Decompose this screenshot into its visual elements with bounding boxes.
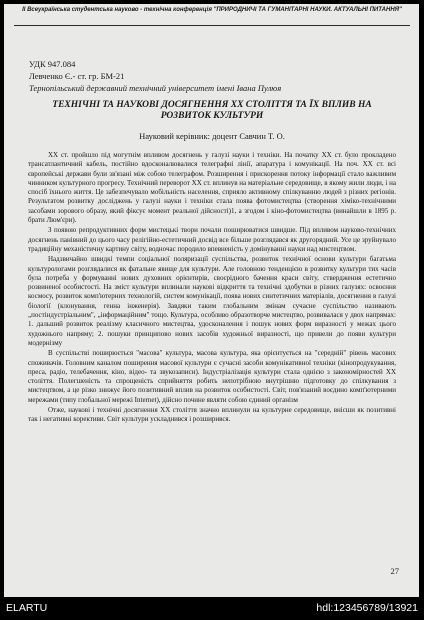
header-divider (14, 25, 410, 26)
body-text (28, 151, 396, 426)
page-number: 27 (390, 566, 399, 576)
author-line: Левченко Є.- ст. гр. БМ-21 (29, 71, 125, 81)
paper-title: ТЕХНІЧНІ ТА НАУКОВІ ДОСЯГНЕННЯ ХХ СТОЛІТТЯ ТА ЇХ ВПЛИВ НА РОЗВИТОК КУЛЬТУРИ (52, 100, 372, 121)
paragraph-4: В суспільстві поширюється "масова" культура, масова культура, яка орієнтується на "середній" рівень масових споживачів. Головним каналом поширення масової культури є сучасні засоби комунікативної техніки (кінопродукування, преса, радіо, телебачення, кіно, відео- та звукозаписи). Індустріалізація культури стала однією з закономірностей ХХ століття. Полегшеність та спрощеність сприйняття робить непотрібною внутрішню підготовку до спілкування з мистецтвом, а це різко знижує його позитивний вплив на розвиток особистості. Світ, пов'язаний воєдино комп'ютерними мережами (типу глобальної мережі Internet), дійсно почине являти собою єдиний організм (28, 349, 396, 404)
document-page (4, 4, 419, 597)
conference-header: II Всеукраїнська студентська науково - технічна конференція "ПРИРОДНИЧІ ТА ГУМАНІТАРНІ НАУКИ. АКТУАЛЬНІ ПИТАННЯ" (22, 7, 402, 13)
supervisor-line: Науковий керівник: доцент Савчин Т. О. (139, 131, 285, 141)
repository-name: ELARTU (6, 602, 48, 614)
conclusion-paragraph: Отже, наукові і технічні досягнення ХХ століття значно вплинули на культурне середовище, внісши як позитивні так і негативні корективи. Світ культури ускладнився і розширився. (28, 406, 396, 424)
affiliation-line: Тернопільський державний технічний університет імені Івана Пулюя (29, 83, 282, 93)
paragraph-1: ХХ ст. пройшло під могутнім впливом досягнень у галузі науки і техніки. На початку ХХ ст. було прокладено трансатлантичний кабель, постійно вдосконалювалися телеграфні лінії, апаратура і комунікації. На поч. ХХ ст. всі європейські держави були зв'язані між собою телеграфом. Розширення і прискорення потоку інформації стало важливим чинником культурного прогресу. Технічний переворот ХХ ст. вплинув на матеріальне середовище, в якому жили люди, і на спосіб їхнього життя. Це забезпечувало мобільність населення, сприяло активному спілкуванню людей з різних регіонів. Результатом розвитку досліджень у галузі науки і техніки стала поява фотомистецтва (створення хіміко-технічними засобами зорового образу, який фіксує момент реальної дійсності)1, а згодом і кіно-фотомистецтва (винайшли в 1895 р. брати Люм'єри). (28, 151, 396, 225)
paragraph-3: Надзвичайно швидкі темпи соціальної поляризації суспільства, розвиток технічної основи культури багатьма культурологами розглядалися як фатальне явище для культури. Але головною тенденцією в розвитку культури тих часів була потреба у формуванні нових духовних орієнтирів, своєрідного бачення краси світу, ствердження естетично розвиненої особистості. На зміст культури вплинали наукові відкриття та технічні здобутки в різних галузях: освоєння космосу, розвиток комп'ютерних технологій, систем комунікації, поява нових синтетичних матеріалів, досягнення в галузі біології (клонування, генна інженерія). Завдяки таким глобальним змінам сучасне суспільство називають „постіндустріальним", „інформаційним" тощо. Культура, особливо образотворче мистецтво, розвивалася у двох напрямах: 1. дальший розвиток реалізму класичного мистецтва, удосконалення і пошук нових форм виразності у межах цього художнього напряму; 2. пошуки принципово нових засобів художньої виразності, що привели до появи культури модернізму (28, 255, 396, 347)
udc-code: УДК 947.084 (29, 59, 76, 69)
paragraph-2: З появою репродуктивних форм мистецькі твори почали поширюватися швидше. Під впливом науково-технічних досягнень панівний до цього часу релігійно-естетичний досвід все більше розглядався як другорядний. Усе це зруйнувало традиційну механістичну картину світу, водночас породило впевненість у домінуванні науки над мистецтвом. (28, 226, 396, 253)
viewer-footer-bar (0, 597, 424, 620)
handle-link[interactable]: hdl:123456789/13921 (316, 602, 418, 614)
